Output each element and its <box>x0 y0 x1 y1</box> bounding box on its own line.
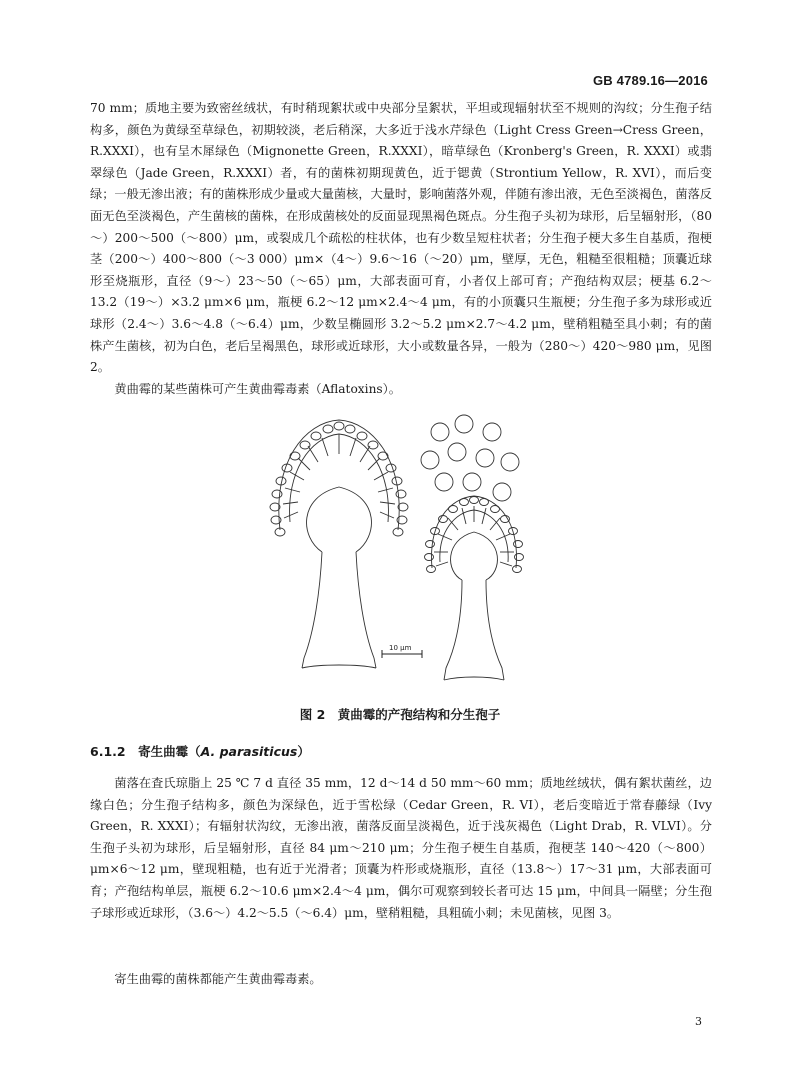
large-conidiophore-drawing <box>270 420 408 668</box>
section-heading <box>90 742 310 760</box>
page-number: 3 <box>695 1015 702 1028</box>
section-heading-text: 6.1.2 寄生曲霉（ <box>90 744 201 759</box>
body-paragraph-2: 黄曲霉的某些菌株可产生黄曲霉毒素（Aflatoxins）。 <box>114 382 401 396</box>
conidia-drawing <box>421 415 519 501</box>
section-heading-close: ） <box>297 744 310 759</box>
section-heading-latin: A. parasiticus <box>200 744 298 759</box>
small-conidiophore-drawing <box>425 496 524 680</box>
body-paragraph-1: 70 mm；质地主要为致密丝绒状，有时稍现絮状或中央部分呈絮状，平坦或现辐射状至不规则的沟纹；分生孢子结构多，颜色为黄绿至草绿色，初期较淡，老后稍深，大多近于浅水芹绿色（Light Cress Green→Cress Green，R.XXXI），也有呈木犀绿色（Mignonette Green，R.XXXI），暗草绿色（Kronberg's Green，R. XXXI）或翡翠绿色（Jade Green，R.XXXI）者，有的菌株初期现黄色，近于锶黄（Strontium Yellow，R. XVI），而后变绿；一般无渗出液；有的菌株形成少量或大量菌核，大量时，影响菌落外观，伴随有渗出液，无色至淡褐色，菌落反面无色至淡褐色，产生菌核的菌株，在形成菌核处的反面显现黑褐色斑点。分生孢子头初为球形，后呈辐射形，（80～）200～500（～800）μm，或裂成几个疏松的柱状体，也有少数呈短柱状者；分生孢子梗大多生自基质，孢梗茎（200～）400～800（～3 000）μm×（4～）9.6～16（～20）μm，壁厚，无色，粗糙至很粗糙；顶囊近球形至烧瓶形，直径（9～）23～50（～65）μm，大部表面可育，小者仅上部可育；产孢结构双层；梗基 6.2～13.2（19～）×3.2 μm×6 μm，瓶梗 6.2～12 μm×2.4～4 μm，有的小顶囊只生瓶梗；分生孢子多为球形或近球形（2.4～）3.6～4.8（～6.4）μm，少数呈椭圆形 3.2～5.2 μm×2.7～4.2 μm，壁稍粗糙至具小刺；有的菌株产生菌核，初为白色，老后呈褐黑色，球形或近球形，大小或数量各异，一般为（280～）420～980 μm，见图 2。 <box>90 101 712 375</box>
figure-2-illustration <box>250 412 550 692</box>
standard-number: GB 4789.16—2016 <box>592 73 708 88</box>
scale-bar-label: 10 μm <box>389 644 412 652</box>
body-paragraph-4: 寄生曲霉的菌株都能产生黄曲霉毒素。 <box>114 972 322 986</box>
figure-caption: 图 2 黄曲霉的产孢结构和分生孢子 <box>299 707 501 722</box>
body-paragraph-3: 菌落在査氏琼脂上 25 ℃ 7 d 直径 35 mm，12 d～14 d 50 mm～60 mm；质地丝绒状，偶有絮状菌丝，边缘白色；分生孢子结构多，颜色为深绿色，近于雪松绿（Cedar Green，R. VI），老后变暗近于常春藤绿（Ivy Green，R. XXXI）；有辐射状沟纹，无渗出液，菌落反面呈淡褐色，近于浅灰褐色（Light Drab，R. VLVI）。分生孢子头初为球形，后呈辐射形，直径 84 μm～210 μm；分生孢子梗生自基质，孢梗茎 140～420（～800）μm×6～12 μm，壁现粗糙，也有近于光滑者；顶囊为杵形或烧瓶形，直径（13.8～）17～31 μm，大部表面可育；产孢结构单层，瓶梗 6.2～10.6 μm×2.4～4 μm，偶尔可观察到较长者可达 15 μm，中间具一隔壁；分生孢子球形或近球形，（3.6～）4.2～5.5（～6.4）μm，壁稍粗糙，具粗硫小刺；未见菌核，见图 3。 <box>90 776 712 920</box>
